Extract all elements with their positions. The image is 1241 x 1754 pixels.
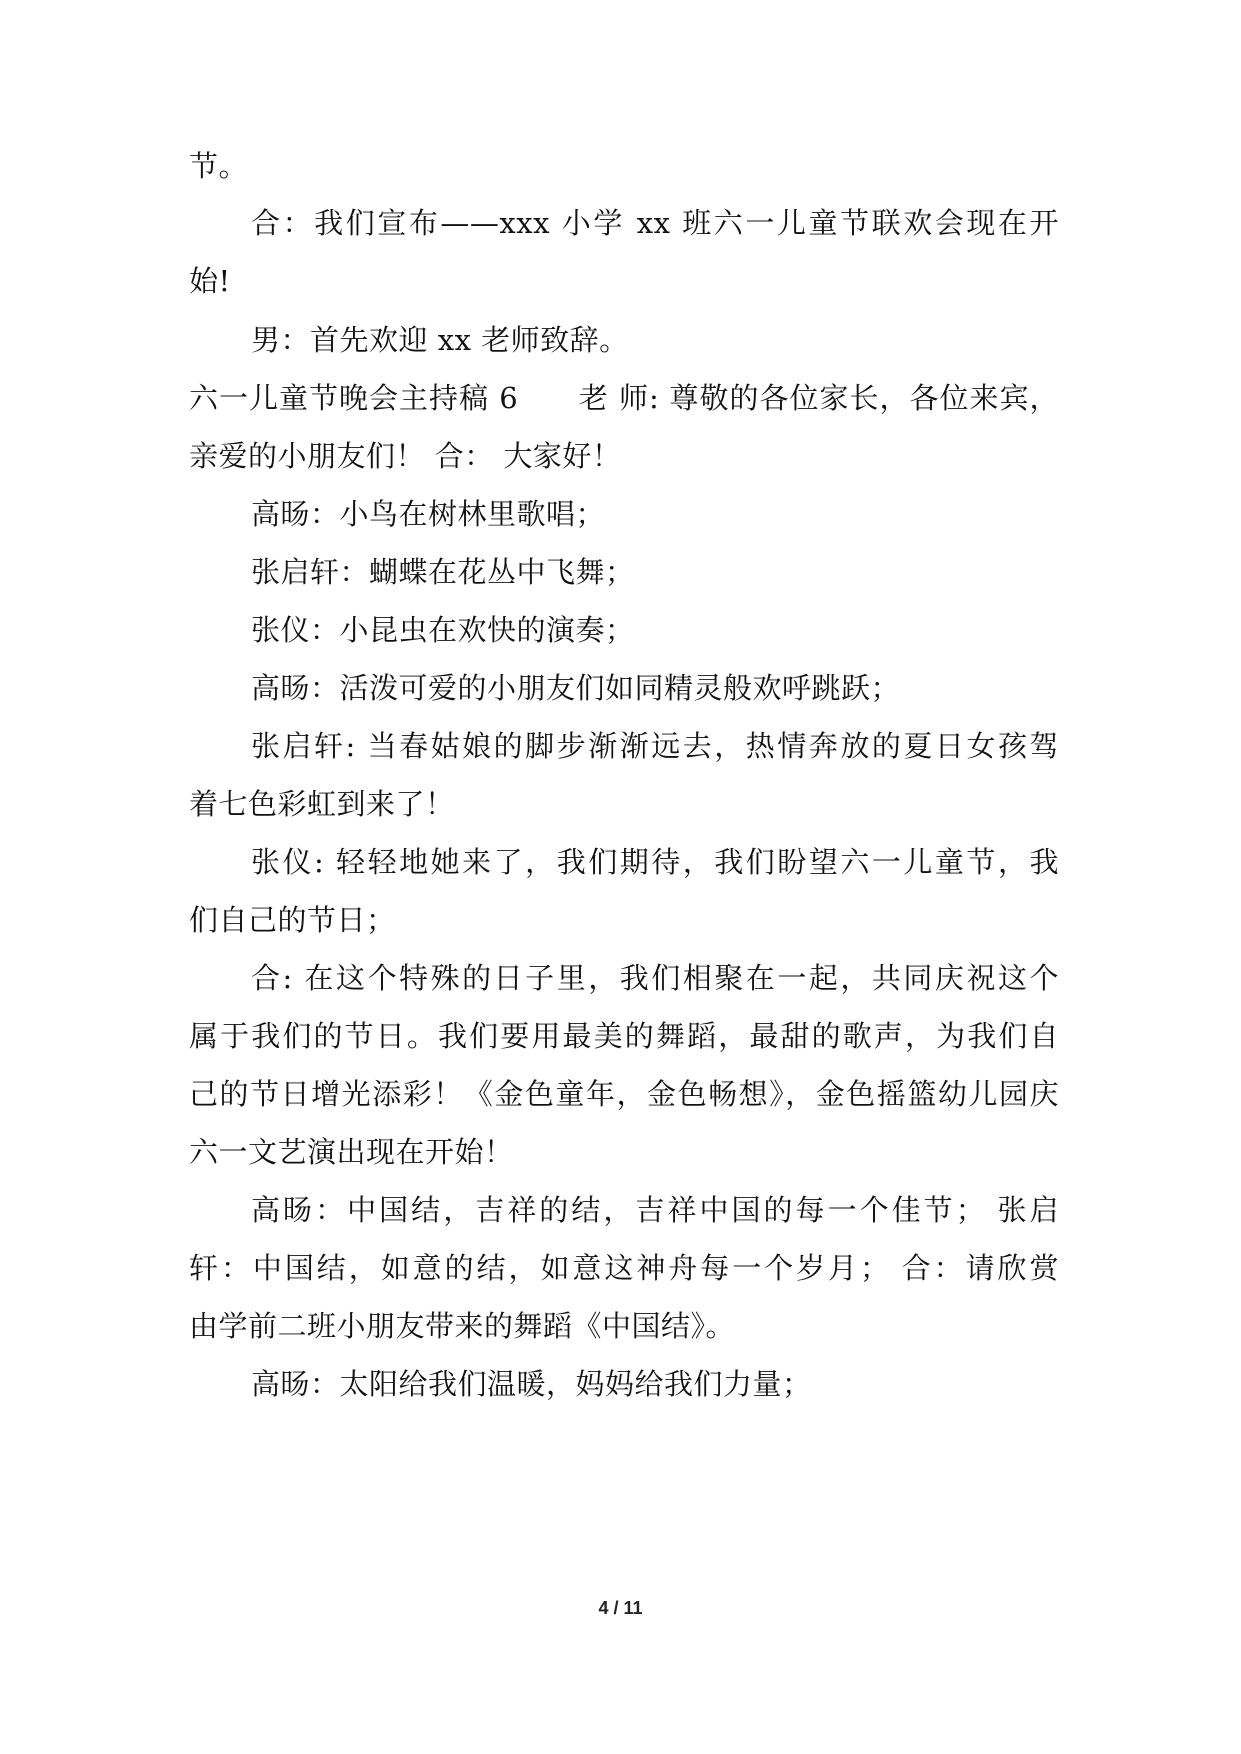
- text-line: 高旸：中国结，吉祥的结，吉祥中国的每一个佳节； 张启: [251, 1193, 1059, 1227]
- text-line: 男：首先欢迎 xx 老师致辞。: [251, 323, 629, 357]
- text-line: 六一文艺演出现在开始！: [189, 1135, 514, 1169]
- text-line: 由学前二班小朋友带来的舞蹈《中国结》。: [189, 1309, 736, 1343]
- text-line: 张仪: 轻轻地她来了，我们期待，我们盼望六一儿童节，我: [251, 845, 1059, 879]
- text-line: 亲爱的小朋友们！ 合： 大家好！: [189, 439, 622, 473]
- page-number: 4 / 11: [598, 1598, 643, 1618]
- text-line: 张仪：小昆虫在欢快的演奏；: [251, 613, 635, 647]
- text-line: 们自己的节日；: [189, 903, 396, 937]
- text-line: 合：我们宣布——xxx 小学 xx 班六一儿童节联欢会现在开: [251, 206, 1059, 240]
- text-line: 张启轩: 当春姑娘的脚步渐渐远去，热情奔放的夏日女孩驾: [251, 729, 1059, 763]
- text-line: 轩：中国结，如意的结，如意这神舟每一个岁月； 合：请欣赏: [189, 1251, 1059, 1285]
- text-line: 始!: [189, 264, 231, 298]
- text-line: 高旸：小鸟在树林里歌唱；: [251, 497, 606, 531]
- text-line: 着七色彩虹到来了！: [189, 787, 455, 821]
- text-line: 张启轩：蝴蝶在花丛中飞舞；: [251, 555, 635, 589]
- text-line: 己的节日增光添彩！《金色童年，金色畅想》，金色摇篮幼儿园庆: [189, 1077, 1059, 1111]
- text-line: 高旸：太阳给我们温暖，妈妈给我们力量；: [251, 1367, 812, 1401]
- text-line: 节。: [189, 149, 249, 183]
- text-line: 属于我们的节日。我们要用最美的舞蹈，最甜的歌声，为我们自: [189, 1019, 1059, 1053]
- text-line: 合: 在这个特殊的日子里，我们相聚在一起，共同庆祝这个: [251, 961, 1059, 995]
- text-line: 高旸：活泼可爱的小朋友们如同精灵般欢呼跳跃；: [251, 671, 901, 705]
- text-line: 六一儿童节晚会主持稿 6 老 师: 尊敬的各位家长，各位来宾，: [189, 381, 1059, 415]
